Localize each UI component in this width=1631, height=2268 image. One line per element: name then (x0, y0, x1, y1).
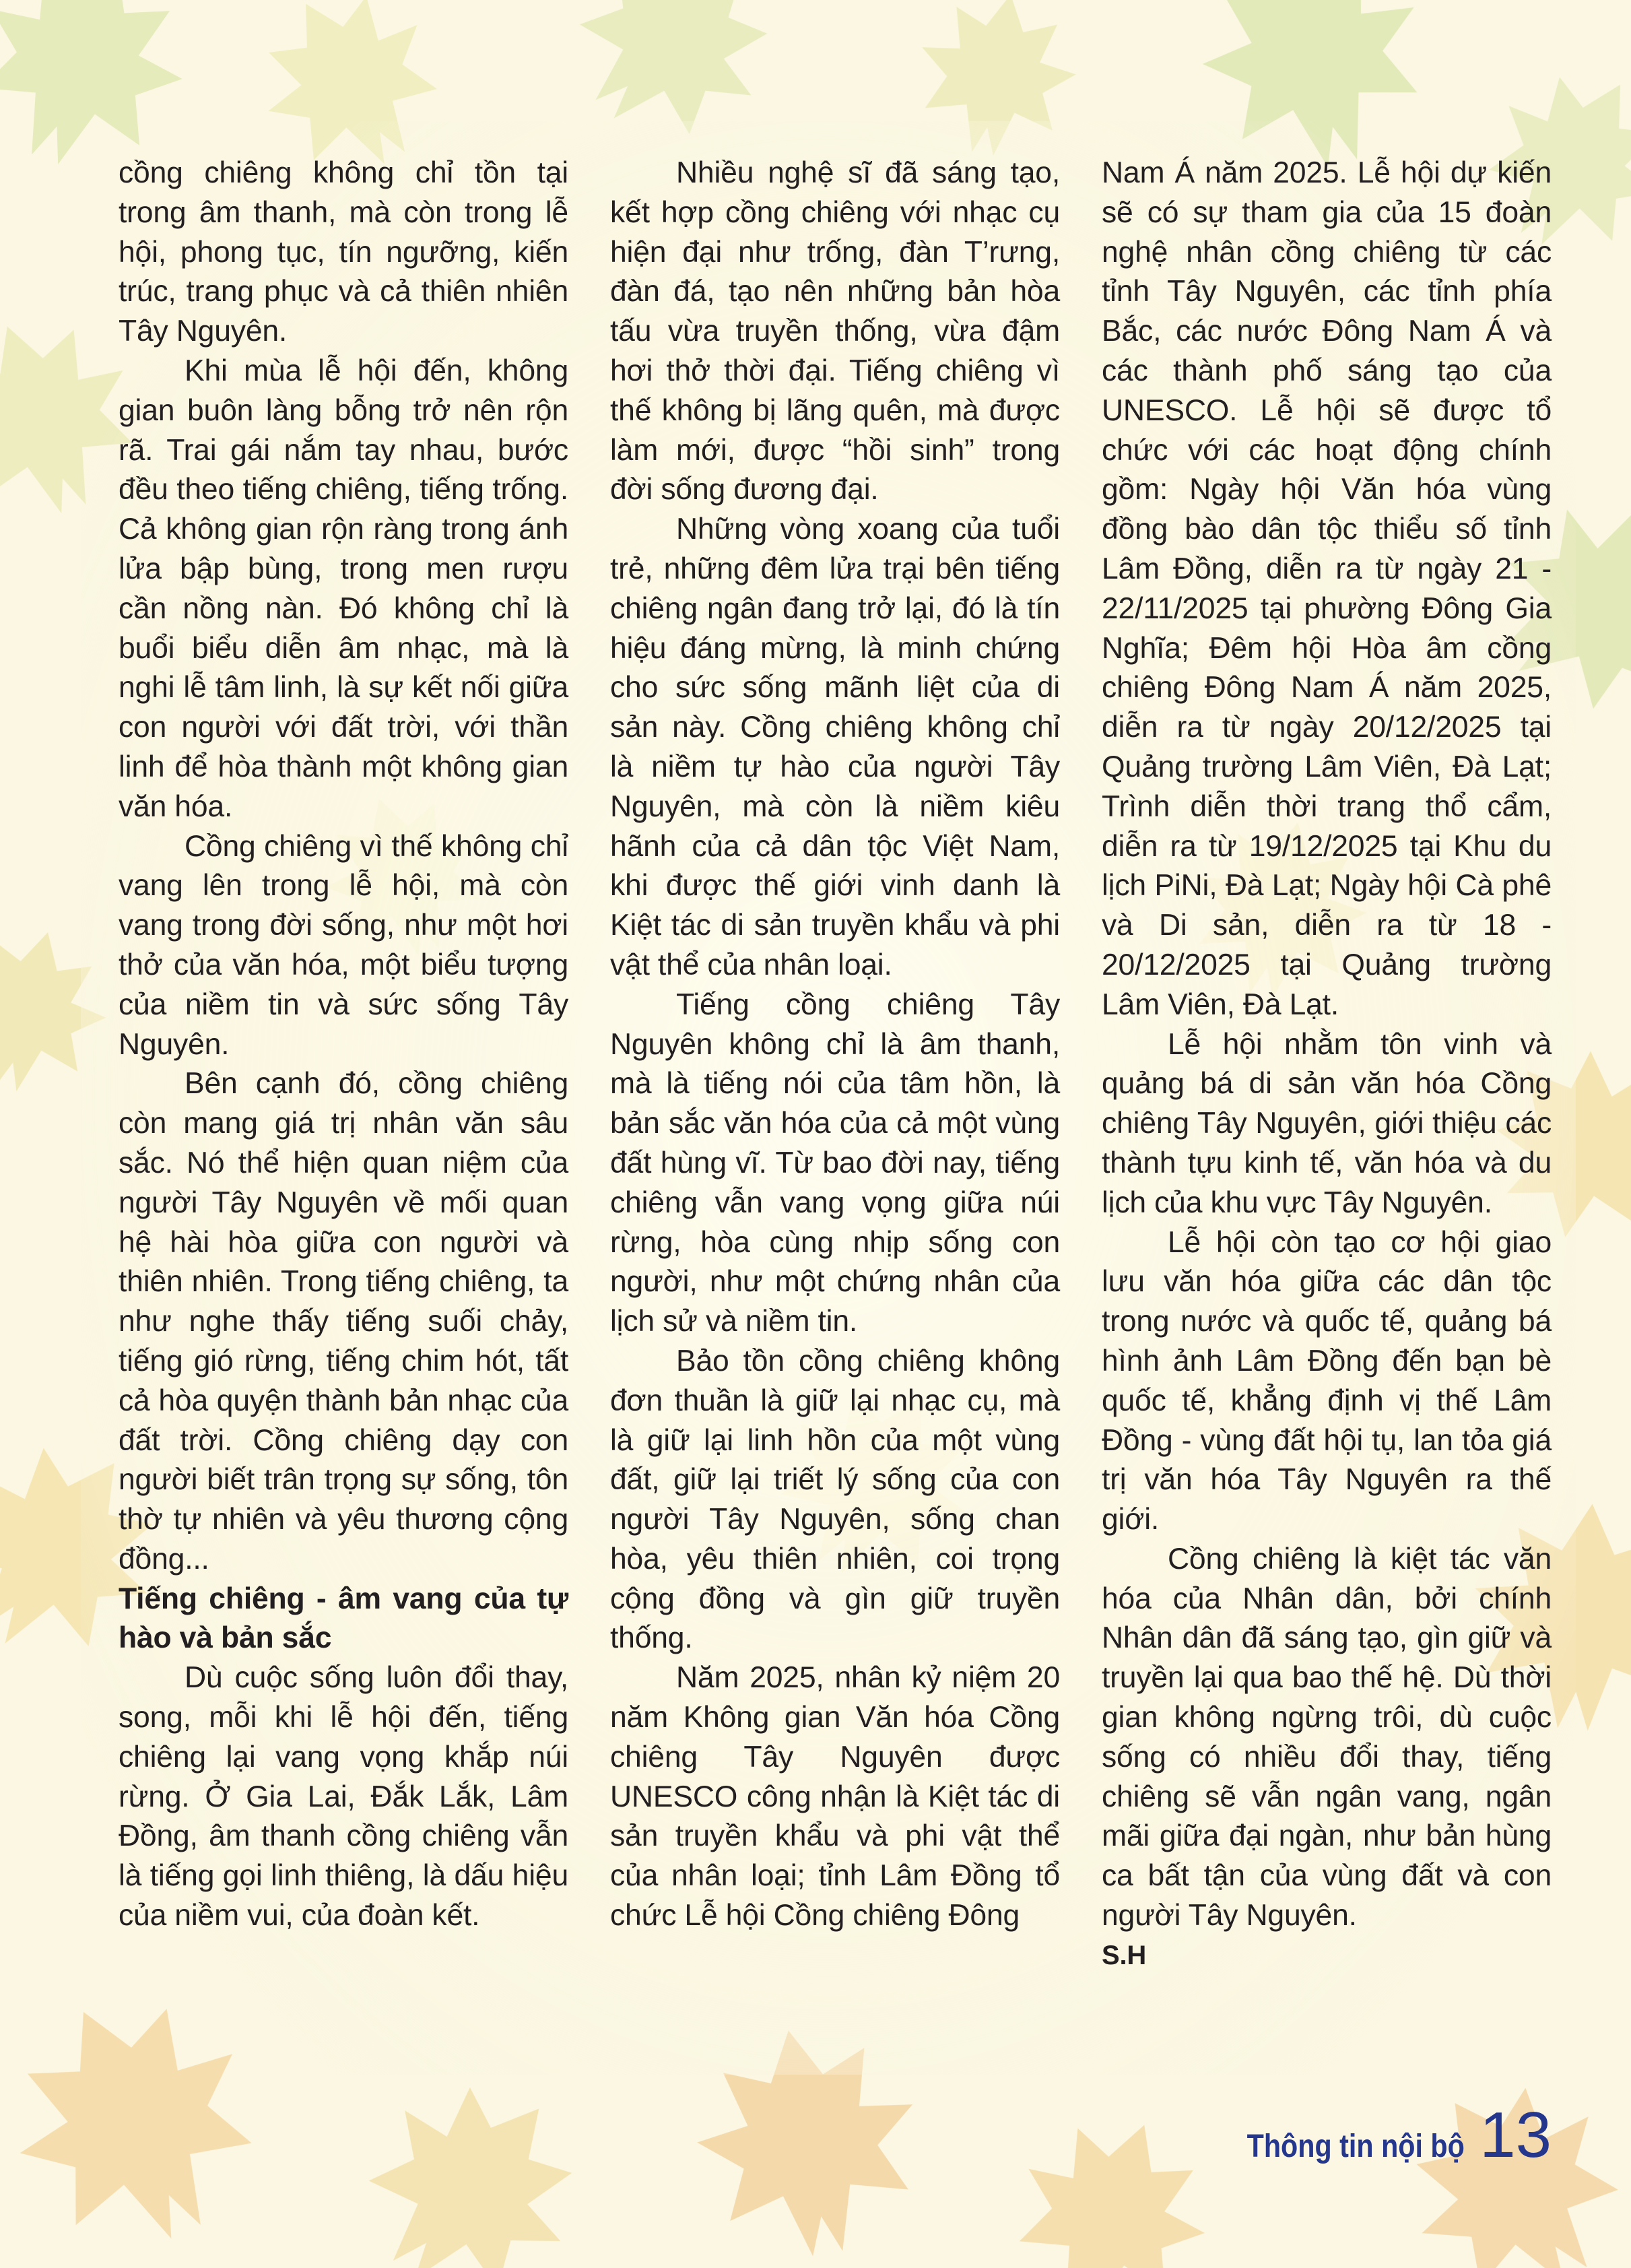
paragraph: Lễ hội nhằm tôn vinh và quảng bá di sản văn hóa Cồng chiêng Tây Nguyên, giới thiệu các thành tựu kinh tế, văn hóa và du lịch của khu vực Tây Nguyên. (1102, 1027, 1552, 1219)
page-footer (1211, 2099, 1552, 2171)
page-number: 13 (1479, 2099, 1552, 2171)
paragraph: Dù cuộc sống luôn đổi thay, song, mỗi khi lễ hội đến, tiếng chiêng lại vang vọng khắp núi rừng. Ở Gia Lai, Đắk Lắk, Lâm Đồng, âm thanh cồng chiêng vẫn là tiếng gọi linh thiêng, là dấu hiệu của niềm vui, của đoàn kết. (119, 1661, 568, 1933)
paragraph: Năm 2025, nhân kỷ niệm 20 năm Không gian Văn hóa Cồng chiêng Tây Nguyên được UNESCO công nhận là Kiệt tác di sản truyền khẩu và phi vật thể của nhân loại; tỉnh Lâm Đồng tổ chức Lễ hội Cồng chiêng Đông (610, 1661, 1060, 1933)
publication-title: Thông tin nội bộ (1246, 2129, 1465, 2164)
paragraph: Bảo tồn cồng chiêng không đơn thuần là giữ lại nhạc cụ, mà là giữ lại linh hồn của một vùng đất, giữ lại triết lý sống của con người Tây Nguyên, sống chan hòa, yêu thiên nhiên, coi trọng cộng đồng và gìn giữ truyền thống. (610, 1344, 1060, 1655)
article-column-3 (1102, 154, 1552, 1976)
paragraph: Nam Á năm 2025. Lễ hội dự kiến sẽ có sự tham gia của 15 đoàn nghệ nhân cồng chiêng từ các tỉnh Tây Nguyên, các tỉnh phía Bắc, các nước Đông Nam Á và các thành phố sáng tạo của UNESCO. Lễ hội sẽ được tổ chức với các hoạt động chính gồm: Ngày hội Văn hóa vùng đồng bào dân tộc thiểu số tỉnh Lâm Đồng, diễn ra từ ngày 21 - 22/11/2025 tại phường Đông Gia Nghĩa; Đêm hội Hòa âm cồng chiêng Đông Nam Á năm 2025, diễn ra từ ngày 20/12/2025 tại Quảng trường Lâm Viên, Đà Lạt; Trình diễn thời trang thổ cẩm, diễn ra từ 19/12/2025 tại Khu du lịch PiNi, Đà Lạt; Ngày hội Cà phê và Di sản, diễn ra từ 18 - 20/12/2025 tại Quảng trường Lâm Viên, Đà Lạt. (1102, 156, 1552, 1021)
paragraph: Tiếng cồng chiêng Tây Nguyên không chỉ là âm thanh, mà là tiếng nói của tâm hồn, là bản sắc văn hóa của cả một vùng đất hùng vĩ. Từ bao đời nay, tiếng chiêng vẫn vang vọng giữa núi rừng, hòa cùng nhịp sống con người, như một chứng nhân của lịch sử và niềm tin. (610, 987, 1060, 1338)
author-signature: S.H (1102, 1940, 1147, 1970)
article-column-2 (610, 154, 1060, 1936)
paragraph: Những vòng xoang của tuổi trẻ, những đêm lửa trại bên tiếng chiêng ngân đang trở lại, đó là tín hiệu đáng mừng, là minh chứng cho sức sống mãnh liệt của di sản này. Cồng chiêng không chỉ là niềm tự hào của người Tây Nguyên, mà còn là niềm kiêu hãnh của cả dân tộc Việt Nam, khi được thế giới vinh danh là Kiệt tác di sản truyền khẩu và phi vật thể của nhân loại. (610, 513, 1060, 981)
paragraph: Nhiều nghệ sĩ đã sáng tạo, kết hợp cồng chiêng với nhạc cụ hiện đại như trống, đàn T’rưng, đàn đá, tạo nên những bản hòa tấu vừa truyền thống, vừa đậm hơi thở thời đại. Tiếng chiêng vì thế không bị lãng quên, mà được làm mới, được “hồi sinh” trong đời sống đương đại. (610, 156, 1060, 507)
section-subheading: Tiếng chiêng - âm vang của tự hào và bản sắc (119, 1582, 568, 1655)
article-column-1 (119, 154, 568, 1936)
paragraph: Khi mùa lễ hội đến, không gian buôn làng bỗng trở nên rộn rã. Trai gái nắm tay nhau, bước đều theo tiếng chiêng, tiếng trống. Cả không gian rộn ràng trong ánh lửa bập bùng, trong men rượu cần nồng nàn. Đó không chỉ là buổi biểu diễn âm nhạc, mà là nghi lễ tâm linh, là sự kết nối giữa con người với đất trời, với thần linh để hòa thành một không gian văn hóa. (119, 354, 568, 823)
paragraph: Cồng chiêng là kiệt tác văn hóa của Nhân dân, bởi chính Nhân dân đã sáng tạo, gìn giữ và truyền lại qua bao thế hệ. Dù thời gian không ngừng trôi, dù cuộc sống có nhiều đổi thay, tiếng chiêng sẽ vẫn ngân vang, ngân mãi giữa đại ngàn, như bản hùng ca bất tận của vùng đất và con người Tây Nguyên. (1102, 1542, 1552, 1933)
paragraph: Lễ hội còn tạo cơ hội giao lưu văn hóa giữa các dân tộc trong nước và quốc tế, quảng bá hình ảnh Lâm Đồng đến bạn bè quốc tế, khẳng định vị thế Lâm Đồng - vùng đất hội tụ, lan tỏa giá trị văn hóa Tây Nguyên ra thế giới. (1102, 1225, 1552, 1536)
paragraph: cồng chiêng không chỉ tồn tại trong âm thanh, mà còn trong lễ hội, phong tục, tín ngưỡng, kiến trúc, trang phục và cả thiên nhiên Tây Nguyên. (119, 156, 568, 348)
paragraph: Bên cạnh đó, cồng chiêng còn mang giá trị nhân văn sâu sắc. Nó thể hiện quan niệm của người Tây Nguyên về mối quan hệ hài hòa giữa con người và thiên nhiên. Trong tiếng chiêng, ta như nghe thấy tiếng suối chảy, tiếng gió rừng, tiếng chim hót, tất cả hòa quyện thành bản nhạc của đất trời. Cồng chiêng dạy con người biết trân trọng sự sống, tôn thờ tự nhiên và yêu thương cộng đồng... (119, 1067, 568, 1576)
paragraph: Cồng chiêng vì thế không chỉ vang lên trong lễ hội, mà còn vang trong đời sống, như một hơi thở của văn hóa, một biểu tượng của niềm tin và sức sống Tây Nguyên. (119, 829, 568, 1061)
